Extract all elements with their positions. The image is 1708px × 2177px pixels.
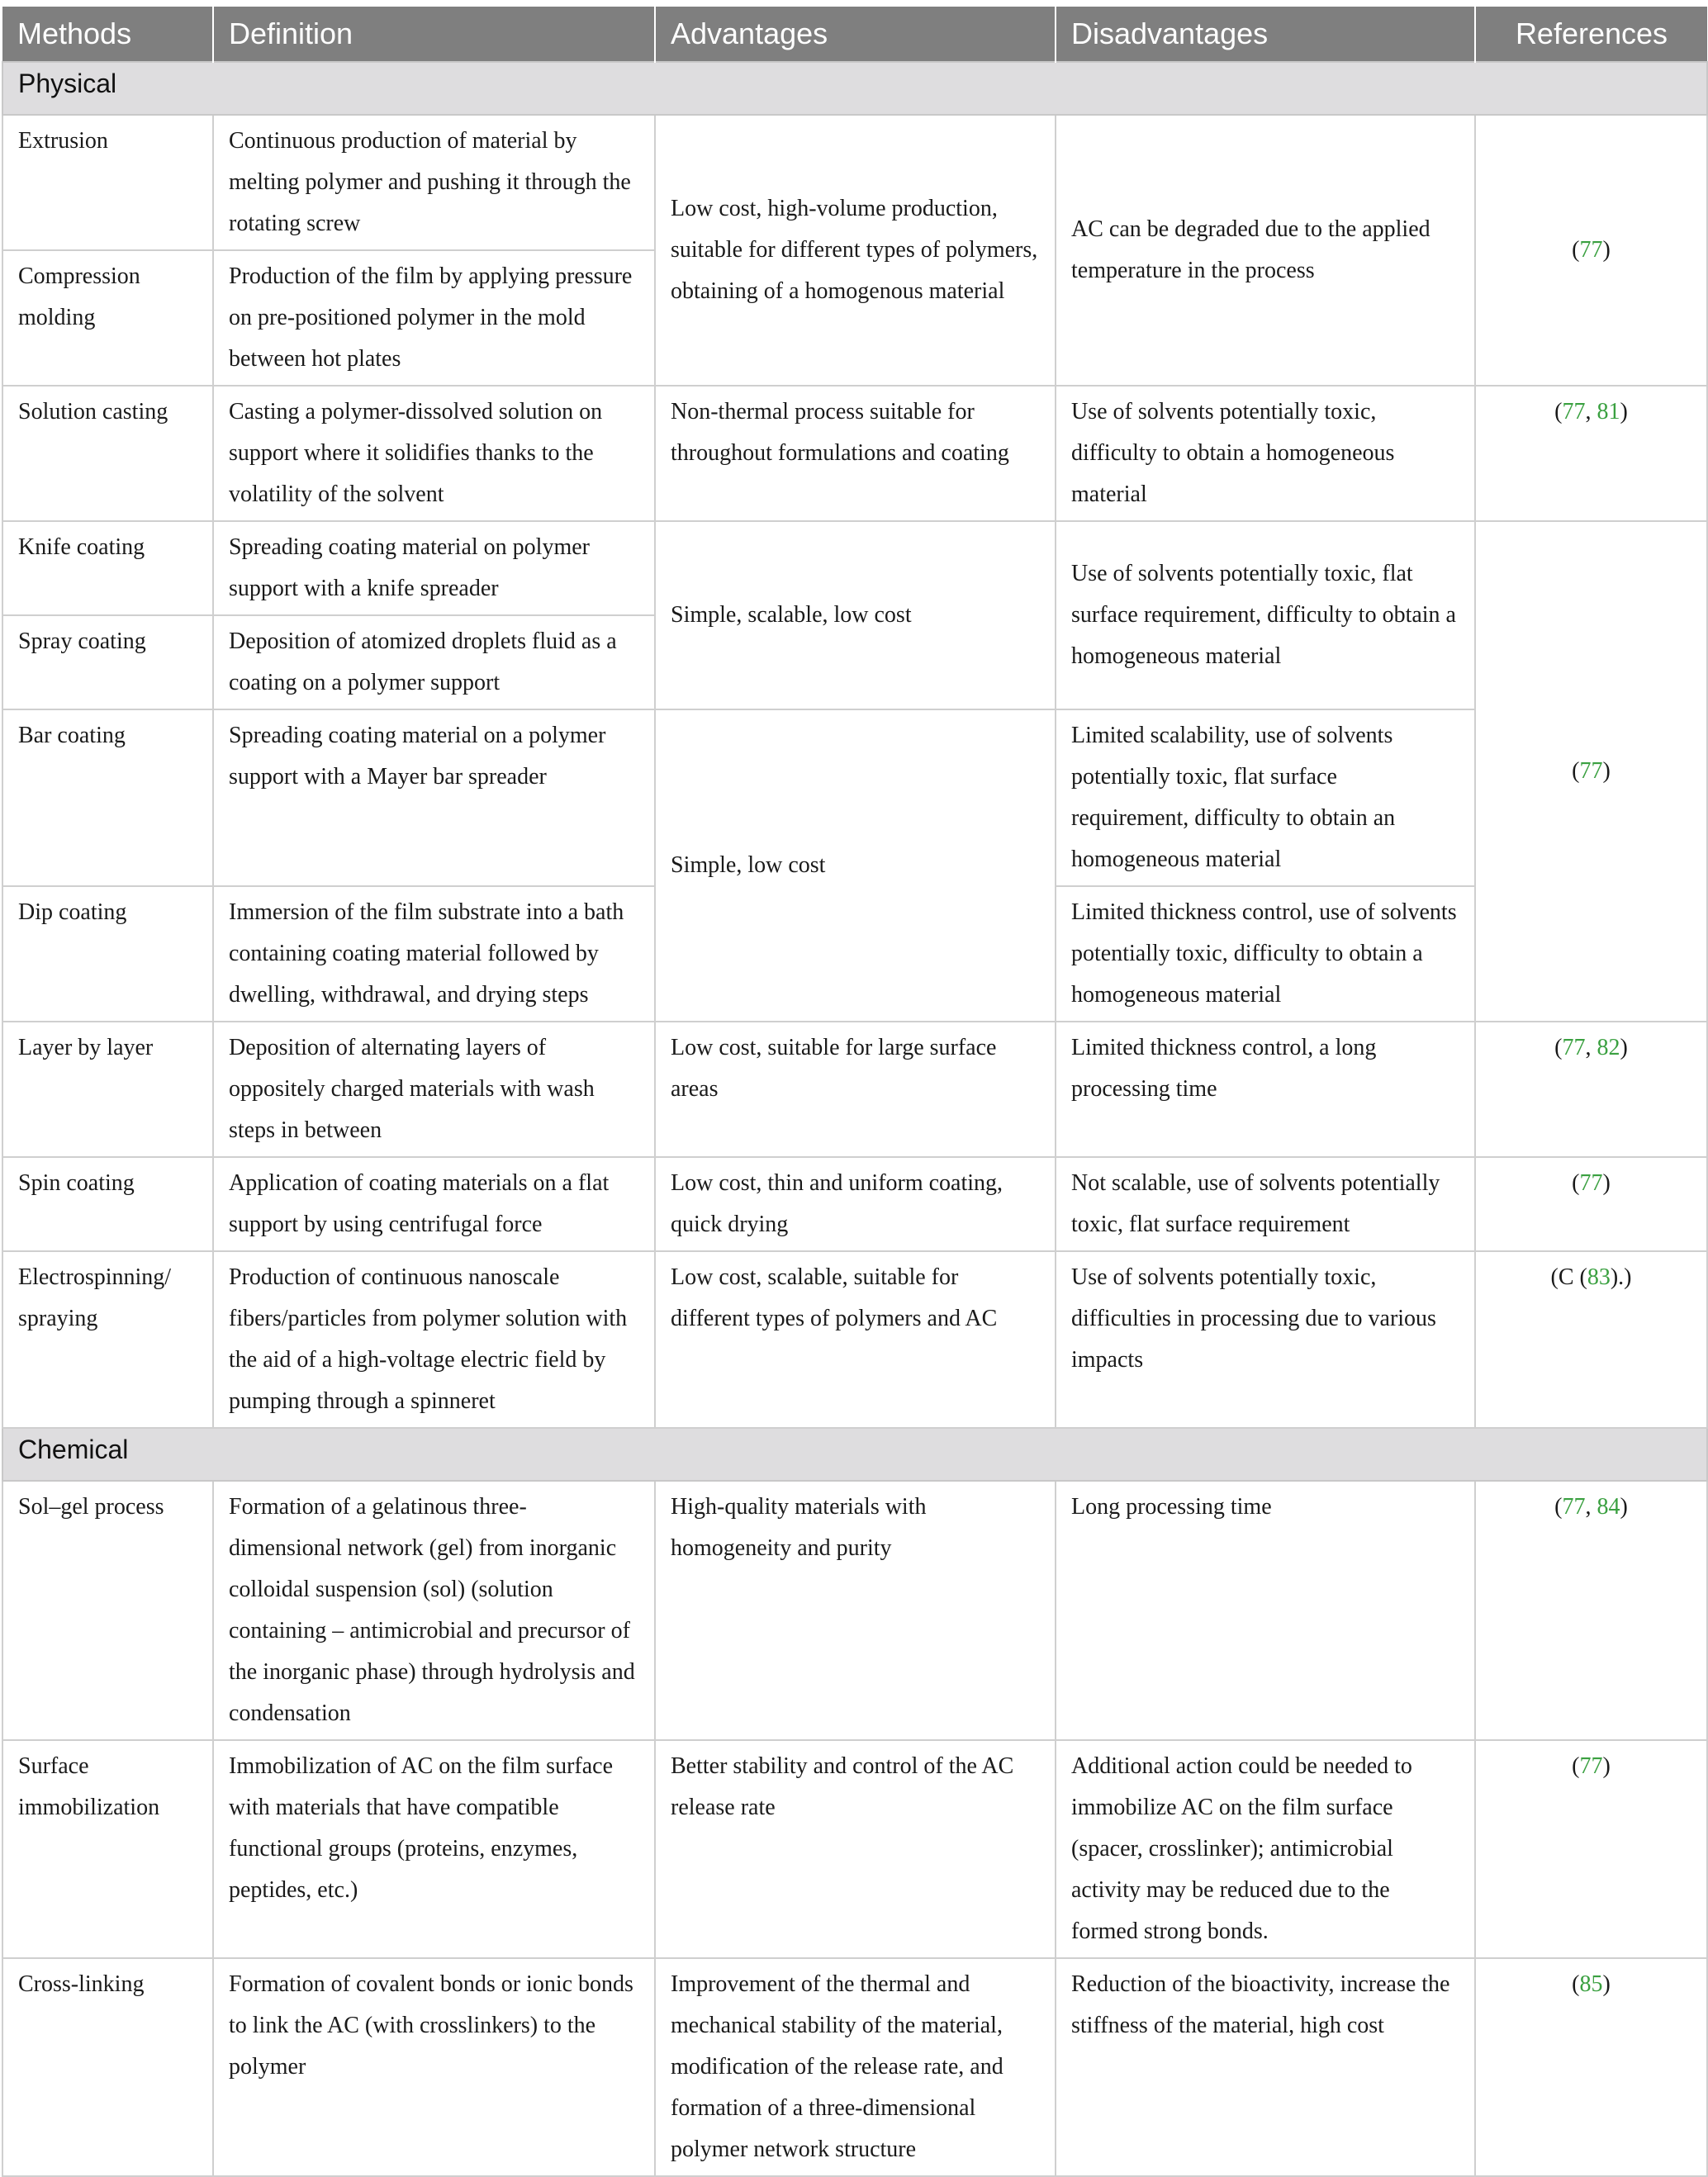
method-cell: Dip coating [2, 886, 213, 1022]
ref-paren: ) [1620, 399, 1628, 424]
disadvantages-cell: AC can be degraded due to the applied temperature in the process [1056, 115, 1475, 386]
header-advantages: Advantages [655, 7, 1056, 62]
advantages-cell: Low cost, high-volume production, suitable for different types of polymers, obtaining of a homogenous material [655, 115, 1056, 386]
header-definition: Definition [213, 7, 655, 62]
table-header [2, 7, 1707, 62]
definition-cell: Production of continuous nanoscale fibers/particles from polymer solution with the aid of a high-voltage electric field by pumping through a spinneret [213, 1251, 655, 1428]
ref-paren: ) [1602, 1753, 1611, 1779]
reference-link[interactable]: 77 [1579, 1753, 1603, 1779]
references-cell [1475, 386, 1707, 521]
ref-paren: ( [1572, 758, 1580, 784]
header-methods: Methods [2, 7, 213, 62]
disadvantages-cell: Long processing time [1056, 1481, 1475, 1740]
reference-link[interactable]: 84 [1597, 1494, 1620, 1520]
ref-paren: ( [1554, 1494, 1563, 1520]
ref-separator: , [1585, 1494, 1597, 1520]
advantages-cell: Non-thermal process suitable for throughout formulations and coating [655, 386, 1056, 521]
disadvantages-cell: Additional action could be needed to immobilize AC on the film surface (spacer, crosslinker); antimicrobial activity may be reduced due to the formed strong bonds. [1056, 1740, 1475, 1958]
reference-link[interactable]: 77 [1562, 1494, 1586, 1520]
ref-paren: ( [1572, 237, 1580, 263]
references-cell [1475, 1481, 1707, 1740]
ref-paren: ( [1572, 1753, 1580, 1779]
ref-paren: ) [1602, 237, 1611, 263]
disadvantages-cell: Limited scalability, use of solvents potentially toxic, flat surface requirement, difficulty to obtain an homogeneous material [1056, 709, 1475, 886]
table-row-knife-coating [2, 521, 1707, 615]
disadvantages-cell: Use of solvents potentially toxic, flat surface requirement, difficulty to obtain a homogeneous material [1056, 521, 1475, 709]
ref-paren: ) [1620, 1035, 1628, 1060]
method-cell: Layer by layer [2, 1022, 213, 1157]
table-row-cross-linking [2, 1958, 1707, 2176]
section-title-chemical: Chemical [2, 1428, 1707, 1481]
ref-paren: ) [1602, 1971, 1611, 1997]
references-cell [1475, 1251, 1707, 1428]
references-cell [1475, 1958, 1707, 2176]
ref-paren: ( [1572, 1971, 1580, 1997]
table-row-extrusion [2, 115, 1707, 250]
method-cell: Electrospinning/ spraying [2, 1251, 213, 1428]
disadvantages-cell: Use of solvents potentially toxic, difficulties in processing due to various impacts [1056, 1251, 1475, 1428]
disadvantages-cell: Not scalable, use of solvents potentially toxic, flat surface requirement [1056, 1157, 1475, 1251]
methods-table [2, 7, 1708, 2177]
table-row-layer-by-layer [2, 1022, 1707, 1157]
ref-separator: , [1585, 399, 1597, 424]
definition-cell: Spreading coating material on polymer support with a knife spreader [213, 521, 655, 615]
disadvantages-cell: Limited thickness control, a long processing time [1056, 1022, 1475, 1157]
definition-cell: Deposition of atomized droplets fluid as a coating on a polymer support [213, 615, 655, 709]
method-cell: Spin coating [2, 1157, 213, 1251]
method-cell: Extrusion [2, 115, 213, 250]
definition-cell: Casting a polymer-dissolved solution on support where it solidifies thanks to the volatility of the solvent [213, 386, 655, 521]
ref-paren: ).) [1610, 1264, 1632, 1290]
reference-link[interactable]: 77 [1562, 1035, 1586, 1060]
section-title-physical: Physical [2, 62, 1707, 115]
ref-paren: ) [1602, 758, 1611, 784]
advantages-cell: Simple, scalable, low cost [655, 521, 1056, 709]
advantages-cell: Low cost, scalable, suitable for different types of polymers and AC [655, 1251, 1056, 1428]
references-cell [1475, 1022, 1707, 1157]
definition-cell: Continuous production of material by melting polymer and pushing it through the rotating screw [213, 115, 655, 250]
reference-link[interactable]: 77 [1579, 758, 1603, 784]
ref-paren: ( [1572, 1170, 1580, 1196]
disadvantages-cell: Reduction of the bioactivity, increase the stiffness of the material, high cost [1056, 1958, 1475, 2176]
method-cell: Knife coating [2, 521, 213, 615]
definition-cell: Spreading coating material on a polymer support with a Mayer bar spreader [213, 709, 655, 886]
reference-link[interactable]: 77 [1579, 1170, 1603, 1196]
references-cell [1475, 1157, 1707, 1251]
definition-cell: Immersion of the film substrate into a bath containing coating material followed by dwelling, withdrawal, and drying steps [213, 886, 655, 1022]
ref-paren: ( [1554, 1035, 1563, 1060]
method-cell: Sol–gel process [2, 1481, 213, 1740]
advantages-cell: Better stability and control of the AC release rate [655, 1740, 1056, 1958]
method-cell: Spray coating [2, 615, 213, 709]
ref-paren: ) [1602, 1170, 1611, 1196]
method-cell: Bar coating [2, 709, 213, 886]
reference-link[interactable]: 77 [1562, 399, 1586, 424]
section-row-chemical [2, 1428, 1707, 1481]
definition-cell: Formation of a gelatinous three-dimensional network (gel) from inorganic colloidal suspension (sol) (solution containing – antimicrobial and precursor of the inorganic phase) through hydrolysis and condensation [213, 1481, 655, 1740]
disadvantages-cell: Limited thickness control, use of solvents potentially toxic, difficulty to obtain a homogeneous material [1056, 886, 1475, 1022]
advantages-cell: Low cost, thin and uniform coating, quick drying [655, 1157, 1056, 1251]
table-row-surface-immobilization [2, 1740, 1707, 1958]
ref-paren: ( [1554, 399, 1563, 424]
advantages-cell: Improvement of the thermal and mechanical stability of the material, modification of the release rate, and formation of a three-dimensional polymer network structure [655, 1958, 1056, 2176]
reference-link[interactable]: 83 [1587, 1264, 1611, 1290]
references-cell [1475, 115, 1707, 386]
ref-separator: , [1585, 1035, 1597, 1060]
header-disadvantages: Disadvantages [1056, 7, 1475, 62]
table-row-bar-coating [2, 709, 1707, 886]
references-cell [1475, 1740, 1707, 1958]
header-references: References [1475, 7, 1707, 62]
table-row-sol-gel [2, 1481, 1707, 1740]
reference-link[interactable]: 77 [1579, 237, 1603, 263]
table-row-solution-casting [2, 386, 1707, 521]
reference-link[interactable]: 82 [1597, 1035, 1620, 1060]
ref-paren: ) [1620, 1494, 1628, 1520]
references-cell [1475, 521, 1707, 1022]
section-row-physical [2, 62, 1707, 115]
definition-cell: Production of the film by applying pressure on pre-positioned polymer in the mold between hot plates [213, 250, 655, 386]
reference-link[interactable]: 85 [1579, 1971, 1603, 1997]
ref-paren: (C ( [1550, 1264, 1587, 1290]
definition-cell: Deposition of alternating layers of oppositely charged materials with wash steps in between [213, 1022, 655, 1157]
definition-cell: Formation of covalent bonds or ionic bonds to link the AC (with crosslinkers) to the polymer [213, 1958, 655, 2176]
definition-cell: Application of coating materials on a flat support by using centrifugal force [213, 1157, 655, 1251]
method-cell: Surface immobilization [2, 1740, 213, 1958]
method-cell: Solution casting [2, 386, 213, 521]
definition-cell: Immobilization of AC on the film surface with materials that have compatible functional groups (proteins, enzymes, peptides, etc.) [213, 1740, 655, 1958]
header-row [2, 7, 1707, 62]
reference-link[interactable]: 81 [1597, 399, 1620, 424]
advantages-cell: Low cost, suitable for large surface areas [655, 1022, 1056, 1157]
table-row-spin-coating [2, 1157, 1707, 1251]
disadvantages-cell: Use of solvents potentially toxic, difficulty to obtain a homogeneous material [1056, 386, 1475, 521]
advantages-cell: Simple, low cost [655, 709, 1056, 1022]
table-row-electrospinning [2, 1251, 1707, 1428]
method-cell: Cross-linking [2, 1958, 213, 2176]
advantages-cell: High-quality materials with homogeneity and purity [655, 1481, 1056, 1740]
table-body [2, 62, 1707, 2176]
method-cell: Compression molding [2, 250, 213, 386]
